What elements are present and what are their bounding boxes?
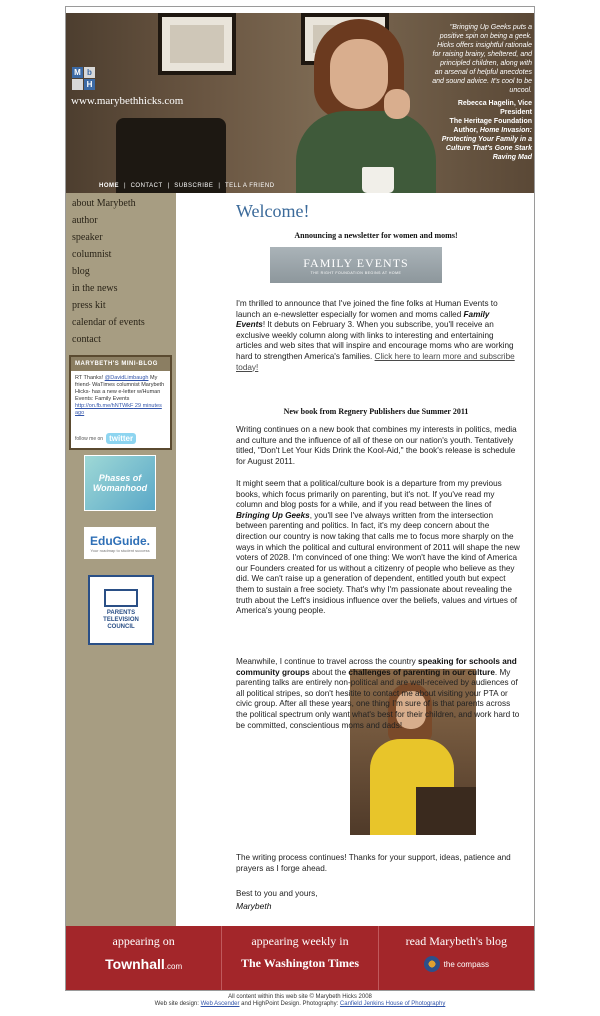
header-quote bbox=[432, 23, 532, 95]
phases-label: Phases of Womanhood bbox=[92, 473, 148, 493]
text: and HighPoint Design. Photography: bbox=[239, 1001, 340, 1007]
fe-title: FAMILY EVENTS bbox=[303, 255, 409, 270]
townhall-suffix: .com bbox=[164, 962, 183, 971]
tweet-handle-link[interactable]: @DavidLimbaugh bbox=[104, 375, 149, 381]
text-bold: challenges of parenting in our culture bbox=[348, 667, 495, 677]
web-ascender-link[interactable]: Web Ascender bbox=[200, 1001, 240, 1007]
chair-silhouette bbox=[116, 118, 226, 193]
mini-blog-tweet bbox=[71, 371, 170, 421]
tweet-text: My friend- WaTimes columnist Marybeth Hicks- has a new e-letter w/Human Events: Family Events bbox=[75, 375, 165, 402]
copyright-line: All content within this web site © Marybeth Hicks 2008 bbox=[228, 994, 372, 1000]
attr-book-line bbox=[426, 126, 532, 162]
phases-of-womanhood-badge[interactable] bbox=[84, 455, 156, 511]
para-writing: The writing process continues! Thanks for your support, ideas, patience and prayers as I forge ahead. bbox=[236, 853, 511, 873]
page-title: Welcome! bbox=[236, 201, 310, 221]
header bbox=[66, 13, 534, 193]
text: Meanwhile, I continue to travel across the country bbox=[236, 657, 419, 666]
mini-blog-title: MARYBETH'S MINI-BLOG bbox=[71, 357, 170, 371]
footer-col-title: appearing on bbox=[112, 934, 175, 948]
sidebar-item-blog[interactable]: blog bbox=[72, 266, 90, 277]
quote-text: "Bringing Up Geeks puts a positive spin on being a geek. Hicks offers insightful rationale for raising brainy, sheltered, and principled children, along with an arsenal of helpful anecdotes and sound advice. It's cool to be uncool. bbox=[432, 24, 532, 94]
credits-line bbox=[0, 1001, 600, 1008]
book-heading: New book from Regnery Publishers due Summer 2011 bbox=[283, 407, 469, 416]
top-nav: HOME | CONTACT | SUBSCRIBE | TELL A FRIEND bbox=[94, 183, 280, 189]
tweet-text: RT Thanks! bbox=[75, 375, 105, 381]
logo-letter: b bbox=[84, 67, 95, 78]
main-content bbox=[178, 193, 534, 926]
nav-subscribe[interactable]: SUBSCRIBE bbox=[174, 183, 214, 189]
text-bold-italic: Family Events bbox=[236, 309, 490, 330]
logo-letter: M bbox=[72, 67, 83, 78]
eduguide-title: EduGuide. bbox=[90, 533, 150, 548]
twitter-logo: twitter bbox=[106, 433, 136, 444]
attr-org: The Heritage Foundation bbox=[449, 118, 532, 125]
wall-frame-left bbox=[158, 13, 236, 75]
nav-contact[interactable]: CONTACT bbox=[130, 183, 163, 189]
text: It might seem that a political/culture book is a departure from my previous books, which focus primarily on parenting, but it's not. If you've read my column and blog posts for a while, and if you read between the lines of bbox=[236, 479, 502, 510]
para-politics bbox=[236, 479, 520, 617]
attr-name: Rebecca Hagelin, Vice President bbox=[457, 100, 532, 116]
text: ! It debuts on February 3. When you subscribe, you'll receive an exclusive weekly column along with links to interesting and entertaining articles and web sites that will inspire and encourage moms who are working hard to strengthen America's families. bbox=[236, 320, 514, 361]
site-logo[interactable] bbox=[72, 67, 96, 91]
compass-icon bbox=[424, 956, 440, 972]
signoff-name: Marybeth bbox=[236, 901, 272, 911]
para-newsletter bbox=[236, 299, 520, 373]
para-speaking bbox=[236, 657, 520, 731]
text: , you'll see I've always written from the intersection between parenting and politics. In fact, it's my deep concern about the direction our country is now taking that calls me to focus more sharply on the ways in which the political and cultural environment of 2011 will shape the new voters of 2028. I'm convinced of one thing: We won't have the kind of America our Founders created for us without a citizenry of people who believe as they did. We can't raise up a generation of dependent, entitled youth but expect them to sustain a free society. That's why I'm passionate about revealing the truth about the Left's insidious influence over the beliefs, values and virtues of America's young people. bbox=[236, 510, 520, 616]
footer-col-title: appearing weekly in bbox=[251, 934, 349, 948]
townhall-logo bbox=[66, 956, 221, 972]
ptc-badge[interactable] bbox=[88, 575, 154, 645]
text: about the bbox=[309, 667, 349, 677]
attr-prefix: Author, bbox=[453, 127, 480, 134]
sidebar-item-columnist[interactable]: columnist bbox=[72, 249, 112, 260]
sidebar-item-author[interactable]: author bbox=[72, 215, 98, 226]
text: Web site design: bbox=[154, 1001, 201, 1007]
footer-washington-times[interactable] bbox=[222, 926, 378, 990]
mug bbox=[362, 167, 394, 193]
washington-times-logo: The Washington Times bbox=[240, 956, 360, 970]
eduguide-badge[interactable] bbox=[84, 527, 156, 559]
logo-blank bbox=[72, 79, 83, 90]
sidebar-item-press-kit[interactable]: press kit bbox=[72, 300, 106, 311]
para-closing: Best to you and yours, bbox=[236, 889, 318, 898]
eduguide-sub: Your roadmap to student success bbox=[90, 547, 150, 553]
sidebar-nav bbox=[66, 193, 176, 348]
sidebar-item-news[interactable]: in the news bbox=[72, 283, 118, 294]
sidebar-item-calendar[interactable]: calendar of events bbox=[72, 317, 145, 328]
fe-sub: THE RIGHT FOUNDATION BEGINS AT HOME bbox=[310, 270, 402, 275]
text: I'm thrilled to announce that I've joined the fine folks at Human Events to launch an e-newsletter especially for women and moms called bbox=[236, 299, 498, 319]
para-book: Writing continues on a new book that combines my interests in politics, media and culture and the influence of all of these on our nation's youth. Tentatively titled, "Don't Let Your Kids Drink the Kool-Aid," the book's release is schedule for August 2011. bbox=[236, 425, 517, 466]
attr-book: Home Invasion: Protecting Your Family in a Culture That's Gone Stark Raving Mad bbox=[441, 127, 532, 161]
ptc-label: PARENTS TELEVISION COUNCIL bbox=[103, 610, 139, 630]
tweet-url-link[interactable]: http://on.fb.me/hNTWkF bbox=[75, 403, 134, 409]
text: . My parenting talks are entirely non-political and are well-received by audiences of all political stripes, so don't hesitite to contact me about visiting your PTA or civic group. After all these years, one thing I'm sure of is that parents across the political spectrum only want what's best for their children, and work hard to be committed, conscientious moms and dads! bbox=[236, 667, 520, 730]
sidebar-item-speaker[interactable]: speaker bbox=[72, 232, 103, 243]
townhall-text: Townhall bbox=[105, 956, 165, 972]
announce-heading: Announcing a newsletter for women and moms! bbox=[294, 231, 458, 240]
subscribe-link[interactable]: Click here to learn more and subscribe today! bbox=[236, 351, 515, 372]
sidebar bbox=[66, 193, 176, 926]
sidebar-item-contact[interactable]: contact bbox=[72, 334, 101, 345]
text-bold: speaking for schools and community groups bbox=[236, 657, 517, 677]
page-container bbox=[65, 6, 535, 991]
sidebar-item-about[interactable]: about Marybeth bbox=[72, 198, 136, 209]
quote-attribution bbox=[426, 99, 532, 162]
footer-band bbox=[66, 926, 534, 990]
mini-blog-widget bbox=[69, 355, 172, 450]
tweet-time-link[interactable]: 29 minutes ago bbox=[75, 403, 162, 416]
nav-tell-a-friend[interactable]: TELL A FRIEND bbox=[224, 183, 275, 189]
family-events-banner[interactable] bbox=[270, 247, 442, 283]
copyright bbox=[0, 994, 600, 1008]
compass-text: the compass bbox=[443, 959, 489, 969]
footer-col-title: read Marybeth's blog bbox=[405, 934, 508, 948]
photography-link[interactable]: Canfield Jenkins House of Photography bbox=[339, 1001, 446, 1007]
compass-logo bbox=[379, 956, 534, 972]
tv-icon bbox=[104, 589, 138, 607]
site-url: www.marybethhicks.com bbox=[71, 95, 184, 107]
logo-letter: H bbox=[84, 79, 95, 90]
follow-twitter[interactable] bbox=[75, 433, 136, 444]
follow-label: follow me on bbox=[75, 435, 104, 442]
footer-blog[interactable] bbox=[379, 926, 534, 990]
nav-home[interactable]: HOME bbox=[99, 183, 119, 189]
text-bold-italic: Bringing Up Geeks bbox=[236, 510, 310, 520]
footer-townhall[interactable] bbox=[66, 926, 222, 990]
